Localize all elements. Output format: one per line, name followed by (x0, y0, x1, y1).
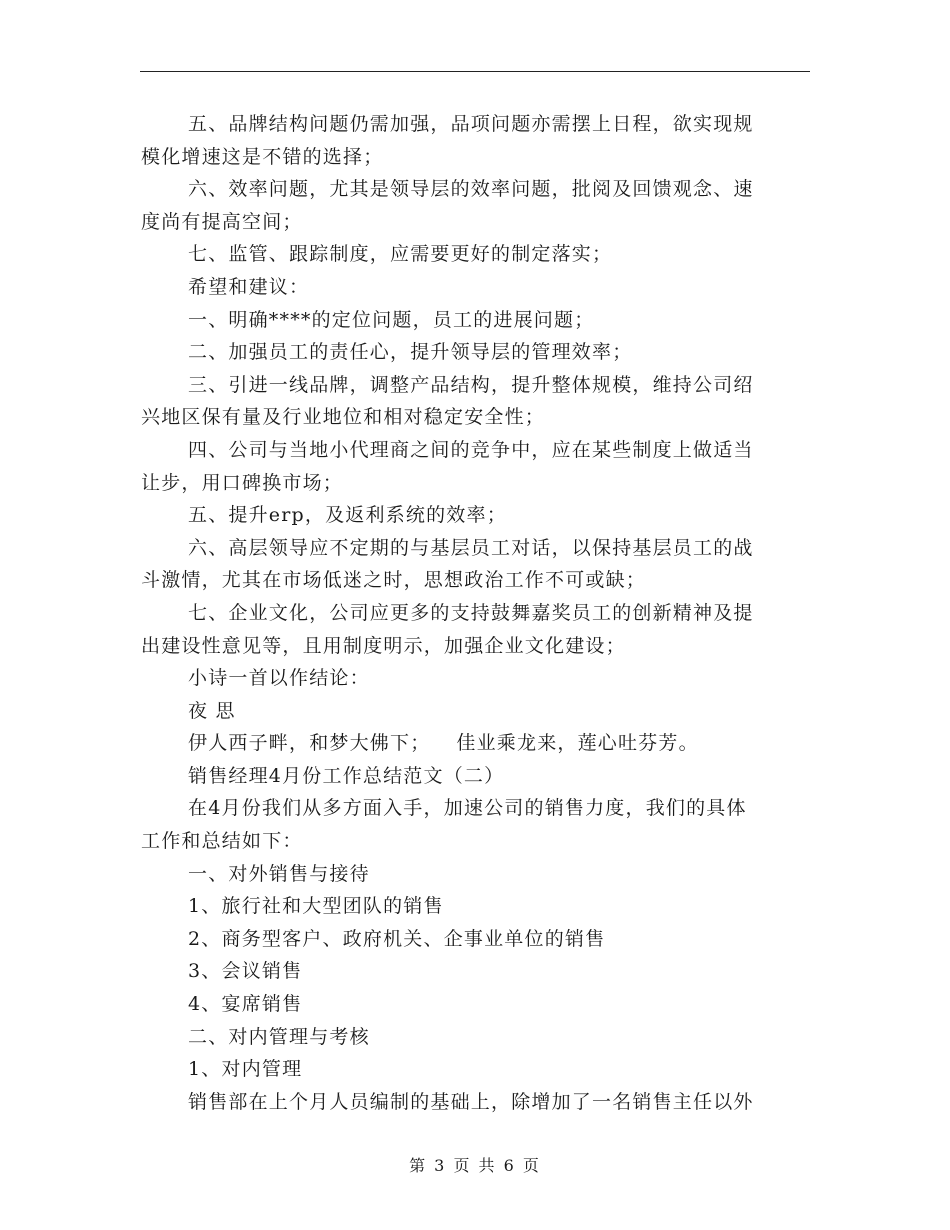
text-line: 夜 思 (188, 699, 236, 722)
text-line: 三、引进一线品牌，调整产品结构，提升整体规模，维持公司绍 (188, 373, 754, 396)
text-line: 出建设性意见等，且用制度明示，加强企业文化建设； (141, 634, 626, 657)
document-body (141, 108, 801, 1118)
poem-line (141, 727, 801, 760)
text-line: 在4月份我们从多方面入手，加速公司的销售力度，我们的具体 (188, 797, 747, 820)
text-line: 销售经理4月份工作总结范文（二） (188, 764, 505, 787)
text-line: 六、高层领导应不定期的与基层员工对话，以保持基层员工的战 (188, 536, 754, 559)
text-line: 四、公司与当地小代理商之间的竞争中，应在某些制度上做适当 (188, 438, 754, 461)
poem-first-half: 伊人西子畔，和梦大佛下； (188, 732, 431, 755)
text-line: 七、监管、跟踪制度，应需要更好的制定落实； (188, 243, 613, 266)
text-line: 一、对外销售与接待 (188, 862, 370, 885)
text-line: 五、提升erp，及返利系统的效率； (188, 504, 507, 527)
text-line: 4、宴席销售 (188, 993, 303, 1016)
text-line: 让步，用口碑换市场； (141, 471, 344, 494)
text-line: 3、会议销售 (188, 960, 303, 983)
text-line: 五、品牌结构问题仍需加强，品项问题亦需摆上日程，欲实现规 (188, 113, 754, 135)
text-line: 兴地区保有量及行业地位和相对稳定安全性； (141, 406, 546, 429)
text-line: 六、效率问题，尤其是领导层的效率问题，批阅及回馈观念、速 (188, 178, 754, 201)
text-line: 模化增速这是不错的选择； (141, 145, 384, 168)
paragraph-block-lower (141, 760, 801, 1119)
text-line: 1、对内管理 (188, 1058, 303, 1081)
header-rule (140, 71, 810, 72)
page-number-footer: 第 3 页 共 6 页 (409, 1156, 541, 1175)
text-line: 斗激情，尤其在市场低迷之时，思想政治工作不可或缺； (141, 569, 647, 592)
text-line: 销售部在上个月人员编制的基础上，除增加了一名销售主任以外 (188, 1090, 754, 1113)
text-line: 小诗一首以作结论： (188, 667, 370, 690)
poem-second-half: 佳业乘龙来，莲心吐芬芳。 (456, 732, 699, 755)
text-line: 二、对内管理与考核 (188, 1025, 370, 1048)
text-line: 七、企业文化，公司应更多的支持鼓舞嘉奖员工的创新精神及提 (188, 601, 754, 624)
text-line: 度尚有提高空间； (141, 210, 303, 233)
paragraph-block-upper (141, 108, 801, 727)
text-line: 2、商务型客户、政府机关、企事业单位的销售 (188, 927, 606, 950)
text-line: 一、明确****的定位问题，员工的进展问题； (188, 308, 595, 331)
text-line: 二、加强员工的责任心，提升领导层的管理效率； (188, 341, 633, 364)
text-line: 希望和建议： (188, 275, 310, 298)
text-line: 1、旅行社和大型团队的销售 (188, 895, 444, 918)
text-line: 工作和总结如下： (141, 830, 303, 853)
